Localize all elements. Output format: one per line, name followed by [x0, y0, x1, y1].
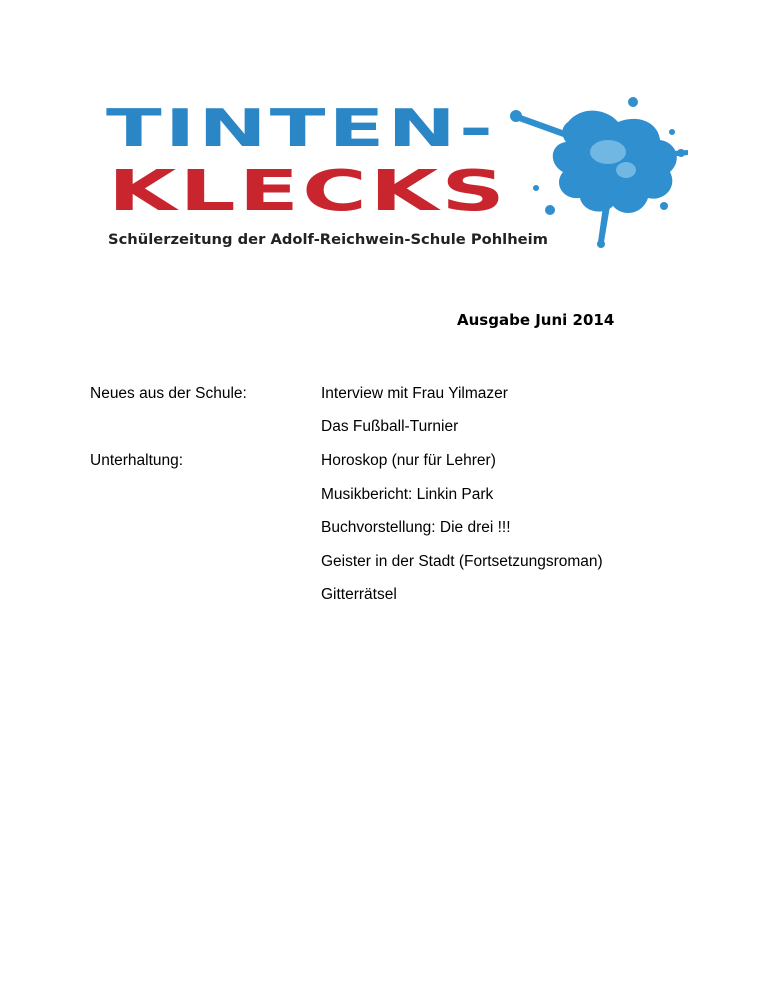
logo-line2: KLECKS [108, 159, 508, 224]
toc-category-school: Neues aus der Schule: [90, 385, 247, 402]
issue-title: Ausgabe Juni 2014 [457, 311, 615, 329]
toc-item: Gitterrätsel [321, 586, 397, 603]
toc-item: Musikbericht: Linkin Park [321, 486, 494, 503]
logo-subtitle: Schülerzeitung der Adolf-Reichwein-Schule Pohlheim [108, 232, 548, 248]
toc-item: Buchvorstellung: Die drei !!! [321, 519, 511, 536]
toc-item: Geister in der Stadt (Fortsetzungsroman) [321, 553, 603, 570]
toc-item: Interview mit Frau Yilmazer [321, 385, 508, 402]
toc-item: Horoskop (nur für Lehrer) [321, 452, 496, 469]
toc-item: Das Fußball-Turnier [321, 418, 459, 435]
toc-category-entertainment: Unterhaltung: [90, 452, 184, 469]
logo-line1: TINTEN- [106, 99, 496, 159]
